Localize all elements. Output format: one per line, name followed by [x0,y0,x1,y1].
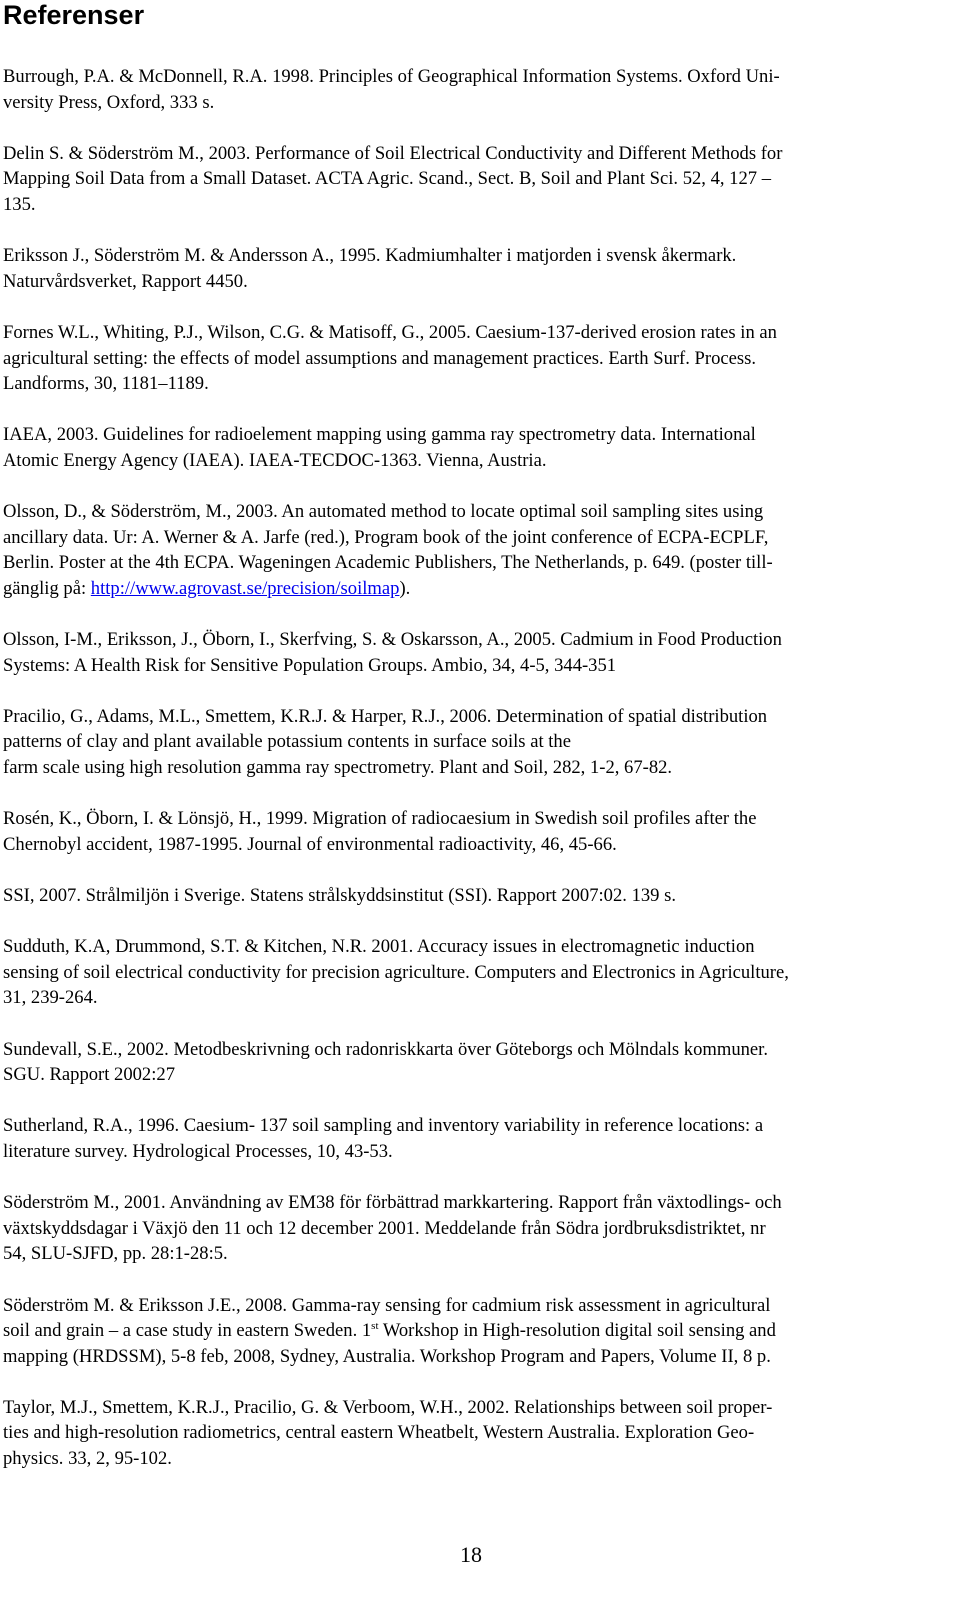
reference-line: literature survey. Hydrological Processes, 10, 43-53. [3,1140,393,1162]
reference-line: Olsson, D., & Söderström, M., 2003. An automated method to locate optimal soil sampling sites using [3,501,764,523]
reference-item [3,1190,945,1267]
reference-item [3,1037,945,1088]
reference-line: SSI, 2007. Strålmiljön i Sverige. Statens strålskyddsinstitut (SSI). Rapport 2007:02. 139 s. [3,885,676,906]
reference-line [3,1318,945,1344]
reference-line: Söderström M., 2001. Användning av EM38 för förbättrad markkartering. Rapport från växtodlings- och [3,1192,782,1214]
reference-text: soil and grain – a case study in eastern Sweden. 1 [3,1320,372,1342]
reference-line: Söderström M. & Eriksson J.E., 2008. Gamma-ray sensing for cadmium risk assessment in agricultural [3,1294,771,1316]
reference-item [3,499,945,601]
reference-item [3,806,945,857]
reference-item [3,422,945,473]
reference-line: Sutherland, R.A., 1996. Caesium- 137 soil sampling and inventory variability in reference locations: a [3,1115,764,1137]
reference-line [3,576,945,602]
superscript: st [371,1320,379,1333]
reference-line: agricultural setting: the effects of model assumptions and management practices. Earth Surf. Process. [3,347,757,369]
reference-line: sensing of soil electrical conductivity for precision agriculture. Computers and Electronics in Agriculture, [3,961,789,983]
soilmap-link[interactable]: http://www.agrovast.se/precision/soilmap [90,577,400,599]
reference-text: Workshop in High-resolution digital soil sensing and [378,1320,776,1342]
reference-item [3,243,945,294]
reference-line: farm scale using high resolution gamma ray spectrometry. Plant and Soil, 282, 1-2, 67-82. [3,757,673,779]
reference-line: växtskyddsdagar i Växjö den 11 och 12 december 2001. Meddelande från Södra jordbruksdistriktet, nr [3,1217,766,1239]
reference-list [3,64,945,1497]
reference-item [3,1293,945,1370]
reference-line: Rosén, K., Öborn, I. & Lönsjö, H., 1999. Migration of radiocaesium in Swedish soil profiles after the [3,808,757,830]
reference-line: SGU. Rapport 2002:27 [3,1064,175,1086]
reference-line: mapping (HRDSSM), 5-8 feb, 2008, Sydney, Australia. Workshop Program and Papers, Volume II, 8 p. [3,1345,771,1367]
reference-line: Delin S. & Söderström M., 2003. Performance of Soil Electrical Conductivity and Different Methods for [3,142,783,164]
reference-line: ties and high-resolution radiometrics, central eastern Wheatbelt, Western Australia. Exploration Geo- [3,1422,755,1444]
reference-line: 54, SLU-SJFD, pp. 28:1-28:5. [3,1243,228,1265]
reference-line: Berlin. Poster at the 4th ECPA. Wageningen Academic Publishers, The Netherlands, p. 649. (poster till- [3,552,773,574]
reference-line: IAEA, 2003. Guidelines for radioelement mapping using gamma ray spectrometry data. International [3,424,756,446]
reference-line: versity Press, Oxford, 333 s. [3,91,215,113]
reference-item [3,627,945,678]
reference-line: Eriksson J., Söderström M. & Andersson A., 1995. Kadmiumhalter i matjorden i svensk åkermark. [3,245,737,267]
reference-item [3,1113,945,1164]
reference-line: Systems: A Health Risk for Sensitive Population Groups. Ambio, 34, 4-5, 344-351 [3,654,617,676]
reference-line: Landforms, 30, 1181–1189. [3,373,209,395]
reference-line: Taylor, M.J., Smettem, K.R.J., Pracilio, G. & Verboom, W.H., 2002. Relationships between soil proper- [3,1396,773,1418]
reference-item [3,141,945,218]
page-number: 18 [460,1542,482,1567]
reference-text: gänglig på: [3,577,91,599]
reference-line: Sudduth, K.A, Drummond, S.T. & Kitchen, N.R. 2001. Accuracy issues in electromagnetic induction [3,936,755,958]
reference-item [3,883,945,909]
reference-item [3,704,945,781]
reference-line: Fornes W.L., Whiting, P.J., Wilson, C.G. & Matisoff, G., 2005. Caesium-137-derived erosion rates in an [3,321,777,343]
reference-line: patterns of clay and plant available potassium contents in surface soils at the [3,731,571,753]
reference-line: Pracilio, G., Adams, M.L., Smettem, K.R.J. & Harper, R.J., 2006. Determination of spatial distribution [3,705,768,727]
reference-item [3,320,945,397]
reference-line: Mapping Soil Data from a Small Dataset. ACTA Agric. Scand., Sect. B, Soil and Plant Sci. 52, 4, 127 – [3,168,772,190]
reference-line: physics. 33, 2, 95-102. [3,1448,172,1470]
reference-line: Chernobyl accident, 1987-1995. Journal of environmental radioactivity, 46, 45-66. [3,833,617,855]
reference-item [3,64,945,115]
reference-line: Naturvårdsverket, Rapport 4450. [3,270,248,292]
reference-line: Olsson, I-M., Eriksson, J., Öborn, I., Skerfving, S. & Oskarsson, A., 2005. Cadmium in Food Production [3,629,782,651]
reference-line: 31, 239-264. [3,987,98,1009]
reference-line: 135. [3,193,36,215]
reference-text: ). [399,577,411,599]
reference-line: Atomic Energy Agency (IAEA). IAEA-TECDOC-1363. Vienna, Austria. [3,449,547,471]
reference-line: Burrough, P.A. & McDonnell, R.A. 1998. Principles of Geographical Information Systems. Oxford Uni- [3,66,780,87]
page-title: Referenser [3,0,145,30]
reference-line: Sundevall, S.E., 2002. Metodbeskrivning och radonriskkarta över Göteborgs och Mölndals kommuner. [3,1038,768,1060]
reference-item [3,934,945,1011]
reference-item [3,1395,945,1472]
reference-line: ancillary data. Ur: A. Werner & A. Jarfe (red.), Program book of the joint conference of ECPA-ECPLF, [3,526,769,548]
